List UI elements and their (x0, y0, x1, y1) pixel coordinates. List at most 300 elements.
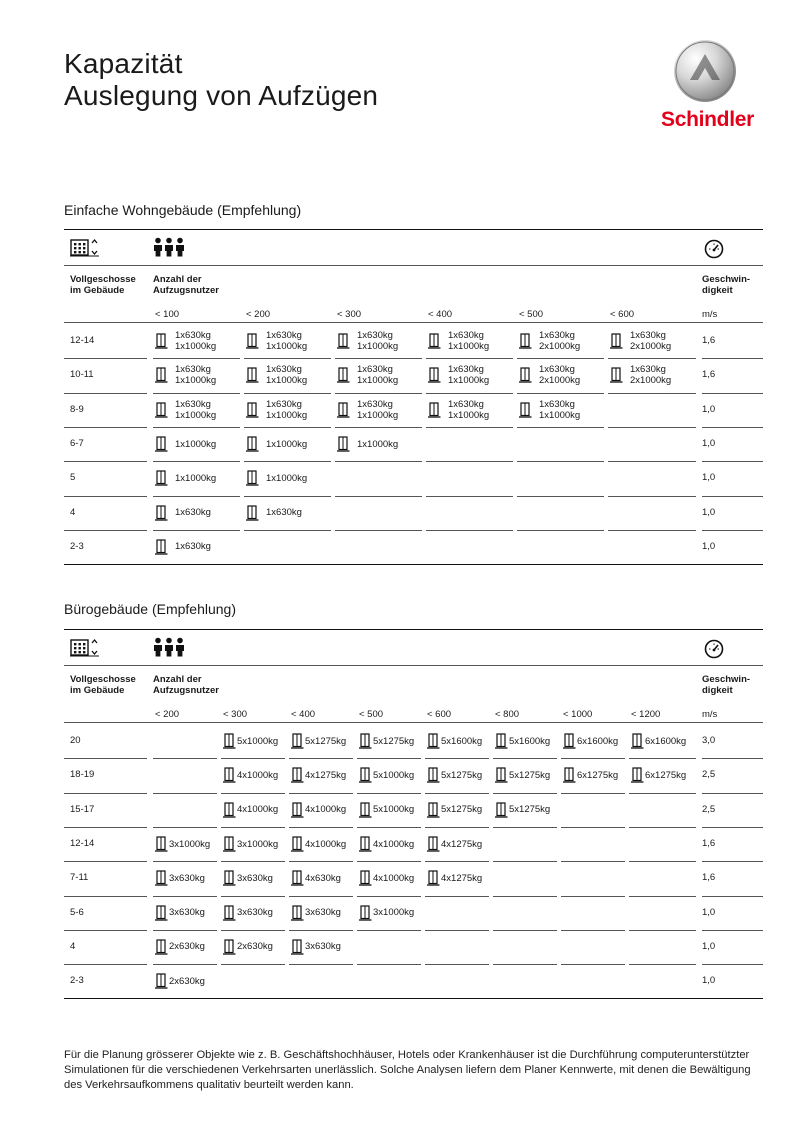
office-table (64, 629, 763, 999)
row-rule (426, 358, 513, 359)
elevator-config: 5x1000kg (373, 769, 415, 781)
elevator-config: 3x1000kg (237, 838, 279, 850)
row-rule (425, 827, 489, 828)
row-rule (64, 758, 147, 759)
elevator-door-icon (427, 733, 440, 754)
row-rule (153, 530, 240, 531)
row-rule (153, 758, 217, 759)
elevator-config: 4x1000kg (305, 838, 347, 850)
row-rule (64, 496, 147, 497)
speed-unit: m/s (702, 309, 718, 320)
elevator-door-icon (610, 333, 623, 354)
row-rule (289, 758, 353, 759)
row-rule (153, 896, 217, 897)
row-rule (289, 793, 353, 794)
elevator-door-icon (223, 733, 236, 754)
elevator-config: 6x1275kg (577, 769, 619, 781)
elevator-door-icon (563, 767, 576, 788)
row-rule (426, 530, 513, 531)
speed-value: 1,0 (702, 472, 716, 484)
elevator-config: 2x630kg (169, 941, 205, 953)
elevator-config: 5x1000kg (373, 804, 415, 816)
elevator-door-icon (246, 333, 259, 354)
row-rule (426, 427, 513, 428)
row-rule (517, 530, 604, 531)
floors-value: 6-7 (70, 438, 84, 450)
speed-value: 1,0 (702, 540, 716, 552)
user-count-header: < 200 (246, 309, 271, 320)
row-rule (221, 758, 285, 759)
elevator-door-icon (246, 505, 259, 526)
row-rule (702, 358, 763, 359)
elevator-door-icon (155, 973, 168, 994)
floors-value: 4 (70, 940, 76, 952)
user-count-header: < 200 (155, 709, 180, 720)
user-count-header: < 300 (337, 309, 362, 320)
elevator-door-icon (337, 333, 350, 354)
elevator-door-icon (291, 939, 304, 960)
user-count-header: < 500 (359, 709, 384, 720)
elevator-config: 1x1000kg (175, 438, 217, 450)
elevator-door-icon (223, 939, 236, 960)
elevator-config: 1x1000kg (266, 472, 308, 484)
row-rule (493, 861, 557, 862)
row-rule (289, 930, 353, 931)
row-rule (702, 793, 763, 794)
row-rule (153, 964, 217, 965)
row-rule (561, 896, 625, 897)
elevator-door-icon (359, 836, 372, 857)
speed-value: 1,6 (702, 369, 716, 381)
row-rule (517, 461, 604, 462)
elevator-door-icon (155, 939, 168, 960)
row-rule (608, 530, 696, 531)
floors-column-header: Vollgeschosse im Gebäude (70, 274, 136, 296)
elevator-config: 1x630kg 1x1000kg (539, 398, 581, 421)
row-rule (702, 930, 763, 931)
elevator-door-icon (291, 733, 304, 754)
elevator-config: 4x1275kg (441, 872, 483, 884)
row-rule (702, 896, 763, 897)
floors-value: 20 (70, 735, 81, 747)
speed-value: 1,0 (702, 906, 716, 918)
elevator-config: 2x630kg (169, 975, 205, 987)
row-rule (153, 793, 217, 794)
elevator-door-icon (495, 802, 508, 823)
elevator-door-icon (337, 367, 350, 388)
row-rule (425, 861, 489, 862)
speed-value: 2,5 (702, 769, 716, 781)
row-rule (608, 427, 696, 428)
elevator-door-icon (359, 767, 372, 788)
row-rule (629, 861, 696, 862)
users-column-header: Anzahl der Aufzugsnutzer (153, 274, 219, 296)
row-rule (629, 793, 696, 794)
row-rule (561, 827, 625, 828)
row-rule (426, 393, 513, 394)
row-rule (289, 896, 353, 897)
row-rule (517, 427, 604, 428)
row-rule (153, 427, 240, 428)
row-rule (426, 461, 513, 462)
floors-value: 4 (70, 506, 76, 518)
row-rule (493, 964, 557, 965)
elevator-door-icon (155, 905, 168, 926)
row-rule (561, 964, 625, 965)
elevator-door-icon (155, 539, 168, 560)
elevator-config: 1x630kg (175, 541, 211, 553)
elevator-config: 5x1275kg (441, 769, 483, 781)
elevator-config: 1x1000kg (175, 472, 217, 484)
elevator-door-icon (223, 836, 236, 857)
elevator-door-icon (291, 905, 304, 926)
elevator-config: 6x1600kg (577, 735, 619, 747)
elevator-door-icon (246, 402, 259, 423)
row-rule (221, 896, 285, 897)
elevator-config: 2x630kg (237, 941, 273, 953)
elevator-door-icon (359, 870, 372, 891)
elevator-door-icon (246, 436, 259, 457)
floors-value: 5 (70, 472, 76, 484)
elevator-config: 3x630kg (237, 872, 273, 884)
elevator-config: 5x1600kg (441, 735, 483, 747)
row-rule (608, 393, 696, 394)
row-rule (64, 896, 147, 897)
elevator-config: 1x630kg (266, 507, 302, 519)
row-rule (493, 793, 557, 794)
speed-value: 1,6 (702, 872, 716, 884)
speed-value: 2,5 (702, 803, 716, 815)
elevator-config: 1x630kg 1x1000kg (266, 330, 308, 353)
row-rule (335, 496, 422, 497)
row-rule (64, 427, 147, 428)
elevator-config: 1x630kg 2x1000kg (539, 364, 581, 387)
row-rule (64, 793, 147, 794)
row-rule (425, 964, 489, 965)
user-count-header: < 600 (610, 309, 635, 320)
speed-unit: m/s (702, 709, 718, 720)
elevator-door-icon (427, 802, 440, 823)
elevator-door-icon (428, 367, 441, 388)
row-rule (244, 461, 331, 462)
floors-column-header: Vollgeschosse im Gebäude (70, 674, 136, 696)
row-rule (357, 758, 421, 759)
speed-column-header: Geschwin- digkeit (702, 274, 751, 296)
user-count-header: < 400 (291, 709, 316, 720)
elevator-config: 3x1000kg (169, 838, 211, 850)
title-line-2: Auslegung von Aufzügen (64, 80, 379, 111)
row-rule (702, 393, 763, 394)
elevator-door-icon (291, 767, 304, 788)
row-rule (702, 461, 763, 462)
speed-value: 1,6 (702, 838, 716, 850)
elevator-config: 4x1000kg (373, 872, 415, 884)
elevator-door-icon (428, 402, 441, 423)
floors-value: 2-3 (70, 540, 84, 552)
elevator-door-icon (519, 402, 532, 423)
row-rule (335, 427, 422, 428)
elevator-door-icon (155, 333, 168, 354)
elevator-door-icon (519, 333, 532, 354)
row-rule (289, 827, 353, 828)
row-rule (629, 758, 696, 759)
elevator-config: 5x1275kg (305, 735, 347, 747)
elevator-door-icon (223, 767, 236, 788)
row-rule (702, 964, 763, 965)
row-rule (244, 358, 331, 359)
speed-value: 1,6 (702, 335, 716, 347)
elevator-door-icon (495, 733, 508, 754)
elevator-config: 5x1275kg (509, 804, 551, 816)
elevator-config: 4x1000kg (237, 804, 279, 816)
elevator-door-icon (359, 905, 372, 926)
row-rule (221, 861, 285, 862)
row-rule (608, 358, 696, 359)
row-rule (244, 530, 331, 531)
row-rule (335, 393, 422, 394)
floors-value: 12-14 (70, 335, 95, 347)
row-rule (425, 793, 489, 794)
row-rule (702, 530, 763, 531)
elevator-door-icon (246, 470, 259, 491)
elevator-config: 1x1000kg (266, 438, 308, 450)
row-rule (335, 358, 422, 359)
row-rule (357, 861, 421, 862)
elevator-door-icon (427, 870, 440, 891)
row-rule (153, 930, 217, 931)
elevator-config: 1x630kg 1x1000kg (266, 364, 308, 387)
elevator-door-icon (631, 733, 644, 754)
row-rule (64, 461, 147, 462)
elevator-config: 1x630kg 1x1000kg (448, 330, 490, 353)
elevator-config: 1x630kg 1x1000kg (175, 398, 217, 421)
speedometer-icon (704, 639, 724, 664)
page-title (64, 48, 378, 112)
row-rule (561, 758, 625, 759)
table-rule (64, 564, 763, 565)
row-rule (561, 861, 625, 862)
row-rule (517, 358, 604, 359)
floors-value: 18-19 (70, 769, 95, 781)
elevator-config: 1x630kg 1x1000kg (448, 398, 490, 421)
row-rule (493, 758, 557, 759)
building-floors-icon (70, 637, 100, 662)
table-rule (64, 998, 763, 999)
row-rule (64, 930, 147, 931)
row-rule (425, 896, 489, 897)
elevator-door-icon (359, 733, 372, 754)
elevator-door-icon (155, 367, 168, 388)
row-rule (153, 496, 240, 497)
elevator-config: 4x1000kg (237, 769, 279, 781)
row-rule (702, 861, 763, 862)
footnote: Für die Planung grösserer Objekte wie z. B. Geschäftshochhäuser, Hotels oder Krankenhäuser ist die Durchführung computerunterstützter Simulationen für die verschiedenen Verkehrsarten unerlässlich. Solche Analysen liefern dem Planer Kennwerte, mit denen die Bewältigung des Verkehrsaufkommens qualitativ beurteilt werden kann. (64, 1049, 751, 1091)
floors-value: 2-3 (70, 975, 84, 987)
row-rule (153, 393, 240, 394)
row-rule (702, 427, 763, 428)
elevator-door-icon (223, 870, 236, 891)
row-rule (335, 530, 422, 531)
elevator-config: 3x630kg (305, 907, 341, 919)
row-rule (357, 964, 421, 965)
row-rule (64, 964, 147, 965)
elevator-door-icon (291, 836, 304, 857)
elevator-config: 5x1275kg (509, 769, 551, 781)
elevator-config: 3x1000kg (373, 907, 415, 919)
elevator-door-icon (428, 333, 441, 354)
elevator-config: 6x1600kg (645, 735, 687, 747)
row-rule (561, 930, 625, 931)
brand-wordmark: Schindler (661, 108, 754, 131)
elevator-door-icon (563, 733, 576, 754)
row-rule (608, 461, 696, 462)
brand-logo (650, 40, 765, 140)
row-rule (244, 427, 331, 428)
elevator-config: 1x1000kg (357, 438, 399, 450)
elevator-door-icon (223, 905, 236, 926)
row-rule (221, 964, 285, 965)
elevator-config: 1x630kg 1x1000kg (175, 330, 217, 353)
elevator-config: 3x630kg (305, 941, 341, 953)
elevator-config: 3x630kg (169, 907, 205, 919)
row-rule (357, 930, 421, 931)
row-rule (221, 930, 285, 931)
elevator-config: 4x1000kg (373, 838, 415, 850)
row-rule (517, 393, 604, 394)
row-rule (702, 827, 763, 828)
speedometer-icon (704, 239, 724, 264)
table-rule (64, 629, 763, 630)
elevator-door-icon (291, 870, 304, 891)
floors-value: 5-6 (70, 906, 84, 918)
row-rule (153, 861, 217, 862)
row-rule (425, 758, 489, 759)
elevator-door-icon (519, 367, 532, 388)
row-rule (289, 861, 353, 862)
table-rule (64, 265, 763, 266)
row-rule (64, 827, 147, 828)
row-rule (493, 930, 557, 931)
elevator-config: 1x630kg (175, 507, 211, 519)
elevator-door-icon (155, 836, 168, 857)
row-rule (289, 964, 353, 965)
table-rule (64, 322, 763, 323)
elevator-config: 3x630kg (169, 872, 205, 884)
row-rule (335, 461, 422, 462)
table-rule (64, 665, 763, 666)
row-rule (357, 827, 421, 828)
row-rule (153, 827, 217, 828)
elevator-config: 4x630kg (305, 872, 341, 884)
elevator-config: 5x1600kg (509, 735, 551, 747)
speed-value: 1,0 (702, 940, 716, 952)
building-floors-icon (70, 237, 100, 262)
elevator-config: 5x1275kg (441, 804, 483, 816)
row-rule (153, 461, 240, 462)
row-rule (221, 827, 285, 828)
table-rule (64, 229, 763, 230)
elevator-door-icon (495, 767, 508, 788)
elevator-config: 1x630kg 1x1000kg (357, 330, 399, 353)
elevator-door-icon (155, 470, 168, 491)
speed-value: 1,0 (702, 403, 716, 415)
row-rule (561, 793, 625, 794)
elevator-config: 5x1000kg (237, 735, 279, 747)
row-rule (629, 827, 696, 828)
row-rule (702, 496, 763, 497)
residential-section-title: Einfache Wohngebäude (Empfehlung) (64, 202, 302, 218)
elevator-config: 6x1275kg (645, 769, 687, 781)
speed-value: 1,0 (702, 975, 716, 987)
elevator-door-icon (223, 802, 236, 823)
row-rule (357, 896, 421, 897)
row-rule (64, 393, 147, 394)
elevator-config: 1x630kg 2x1000kg (630, 364, 672, 387)
elevator-config: 1x630kg 1x1000kg (175, 364, 217, 387)
logo-emblem-icon (674, 40, 736, 102)
row-rule (64, 530, 147, 531)
row-rule (493, 827, 557, 828)
elevator-config: 1x630kg 1x1000kg (357, 364, 399, 387)
speed-value: 1,0 (702, 438, 716, 450)
residential-table (64, 229, 763, 564)
row-rule (425, 930, 489, 931)
elevator-door-icon (337, 436, 350, 457)
elevator-door-icon (631, 767, 644, 788)
row-rule (244, 393, 331, 394)
elevator-door-icon (155, 870, 168, 891)
elevator-config: 4x1275kg (441, 838, 483, 850)
people-group-icon (153, 637, 187, 662)
speed-column-header: Geschwin- digkeit (702, 674, 751, 696)
row-rule (357, 793, 421, 794)
user-count-header: < 1200 (631, 709, 661, 720)
speed-value: 1,0 (702, 506, 716, 518)
row-rule (493, 896, 557, 897)
elevator-door-icon (337, 402, 350, 423)
people-group-icon (153, 237, 187, 262)
elevator-door-icon (427, 836, 440, 857)
user-count-header: < 300 (223, 709, 248, 720)
elevator-config: 1x630kg 1x1000kg (448, 364, 490, 387)
speed-value: 3,0 (702, 735, 716, 747)
elevator-config: 1x630kg 1x1000kg (266, 398, 308, 421)
title-line-1: Kapazität (64, 48, 183, 79)
user-count-header: < 500 (519, 309, 544, 320)
elevator-door-icon (427, 767, 440, 788)
row-rule (702, 758, 763, 759)
elevator-config: 4x1000kg (305, 804, 347, 816)
floors-value: 12-14 (70, 838, 95, 850)
row-rule (153, 358, 240, 359)
row-rule (426, 496, 513, 497)
user-count-header: < 400 (428, 309, 453, 320)
elevator-config: 3x630kg (237, 907, 273, 919)
row-rule (629, 930, 696, 931)
elevator-door-icon (246, 367, 259, 388)
table-rule (64, 722, 763, 723)
elevator-config: 1x630kg 2x1000kg (539, 330, 581, 353)
floors-value: 7-11 (70, 872, 89, 884)
user-count-header: < 1000 (563, 709, 593, 720)
elevator-config: 1x630kg 2x1000kg (630, 330, 672, 353)
row-rule (64, 861, 147, 862)
floors-value: 15-17 (70, 803, 95, 815)
row-rule (244, 496, 331, 497)
elevator-door-icon (155, 505, 168, 526)
users-column-header: Anzahl der Aufzugsnutzer (153, 674, 219, 696)
row-rule (517, 496, 604, 497)
